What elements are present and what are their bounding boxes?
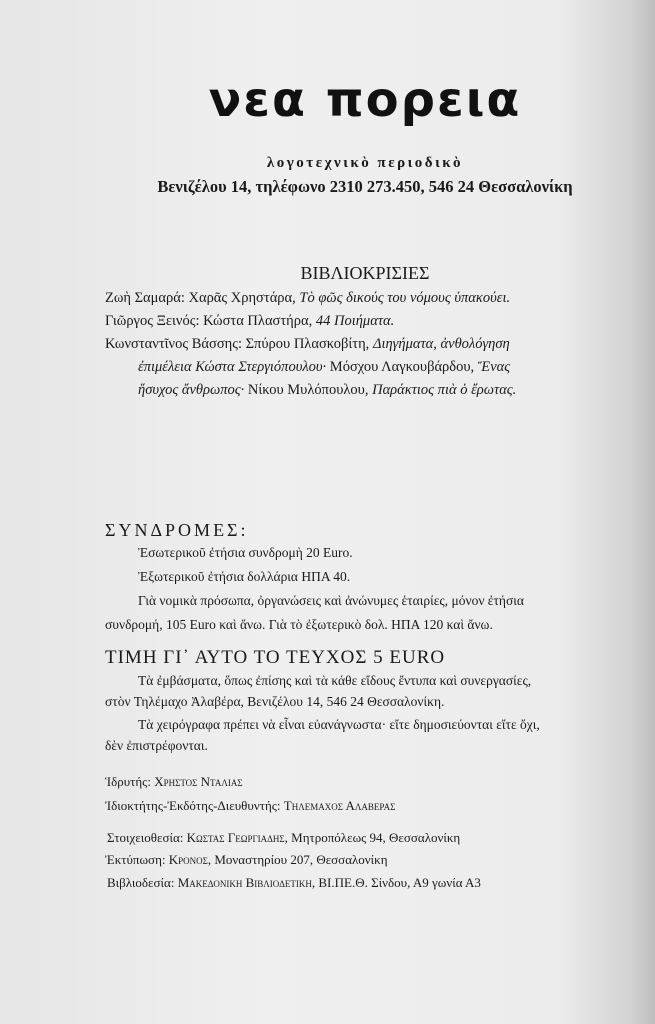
founder-line bbox=[105, 773, 243, 791]
review-book-title: ἥσυχος ἄνθρωπος· bbox=[138, 382, 245, 398]
review-author: Γιῶργος Ξεινός: Κώστα Πλαστήρα, bbox=[105, 313, 316, 329]
review-author: Νίκου Μυλόπουλου, bbox=[244, 382, 373, 398]
manuscripts-text: Τὰ χειρόγραφα πρέπει νὰ εἶναι εὐανάγνωστα· εἴτε δημοσιεύονται εἴτε ὄχι, bbox=[138, 717, 540, 732]
printing-line bbox=[105, 851, 388, 869]
review-line bbox=[105, 312, 394, 330]
manuscripts-text-cont: δὲν ἐπιστρέφονται. bbox=[105, 738, 208, 753]
review-line bbox=[105, 335, 510, 353]
review-book-title: 44 Ποιήματα. bbox=[315, 313, 395, 329]
typesetter-address: , Μητροπόλεως 94, Θεσσαλονίκη bbox=[284, 830, 461, 845]
review-author: Κωνσταντῖνος Βάσσης: Σπύρου Πλασκοβίτη, bbox=[105, 336, 373, 352]
review-line bbox=[138, 358, 510, 376]
subscription-abroad: Ἐξωτερικοῦ ἐτήσια δολλάρια ΗΠΑ 40. bbox=[138, 569, 351, 584]
review-book-title: Διηγήματα, ἀνθολόγηση bbox=[372, 336, 510, 352]
binding-line bbox=[107, 874, 481, 892]
subscriptions-title: ΣΥΝΔΡΟΜΕΣ: bbox=[105, 520, 249, 540]
review-book-title: Τὸ φῶς δικούς του νόμους ὑπακούει. bbox=[299, 290, 511, 306]
review-author: Ζωὴ Σαμαρά: Χαρᾶς Χρηστάρα, bbox=[105, 290, 300, 306]
binding-label: Βιβλιοδεσία: bbox=[107, 875, 178, 890]
owner-line bbox=[105, 797, 395, 815]
review-line bbox=[105, 289, 510, 307]
issue-price-title: ΤΙΜΗ ΓΙ᾽ ΑΥΤΟ ΤΟ ΤΕΥΧΟΣ 5 EURO bbox=[105, 647, 446, 668]
binder-address: , ΒΙ.ΠΕ.Θ. Σίνδου, Α9 γωνία Α3 bbox=[311, 875, 481, 890]
typesetting-line bbox=[107, 829, 460, 847]
review-editor: ἐπιμέλεια Κώστα Στεργιόπουλου· bbox=[138, 359, 327, 375]
magazine-logo: νεα πορεια bbox=[208, 72, 522, 128]
binder-name: Μακεδονικη Βιβλιοδετικη bbox=[177, 875, 312, 890]
owner-name: Τηλεμαχος Αλαβερας bbox=[283, 798, 396, 813]
subscription-organizations: Γιὰ νομικὰ πρόσωπα, ὀργανώσεις καὶ ἀνώνυμες ἑταιρίες, μόνον ἐτήσια bbox=[138, 593, 524, 608]
reviews-title: ΒΙΒΛΙΟΚΡΙΣΙΕΣ bbox=[300, 263, 430, 283]
review-line bbox=[138, 381, 516, 399]
founder-name: Χρηστος Νταλιας bbox=[154, 774, 243, 789]
typesetting-label: Στοιχειοθεσία: bbox=[107, 830, 187, 845]
magazine-subtitle: λογοτεχνικὸ περιοδικὸ bbox=[266, 155, 464, 171]
founder-label: Ἱδρυτής: bbox=[105, 774, 155, 789]
typesetter-name: Κωστας Γεωργιαδης bbox=[186, 830, 285, 845]
printer-name: Κρονος bbox=[168, 852, 208, 867]
subscription-domestic: Ἐσωτερικοῦ ἐτήσια συνδρομὴ 20 Euro. bbox=[138, 545, 353, 560]
owner-label: Ἰδιοκτήτης-Ἐκδότης-Διευθυντής: bbox=[105, 798, 284, 813]
subscription-organizations-cont: συνδρομή, 105 Euro καὶ ἄνω. Γιὰ τὸ ἐξωτερικὸ δολ. ΗΠΑ 120 καὶ ἄνω. bbox=[105, 617, 493, 632]
magazine-address: Βενιζέλου 14, τηλέφωνο 2310 273.450, 546 24 Θεσσαλονίκη bbox=[157, 177, 573, 196]
remittance-text-cont: στὸν Τηλέμαχο Ἀλαβέρα, Βενιζέλου 14, 546 24 Θεσσαλονίκη. bbox=[105, 694, 445, 709]
review-book-title: Ἕνας bbox=[477, 359, 511, 375]
printer-address: , Μοναστηρίου 207, Θεσσαλονίκη bbox=[207, 852, 388, 867]
review-author: Μόσχου Λαγκουβάρδου, bbox=[326, 359, 478, 375]
printing-label: Ἐκτύπωση: bbox=[105, 852, 169, 867]
review-book-title: Παράκτιος πιὰ ὁ ἔρωτας. bbox=[372, 382, 517, 398]
remittance-text: Τὰ ἐμβάσματα, ὅπως ἐπίσης καὶ τὰ κάθε εἴδους ἔντυπα καὶ συνεργασίες, bbox=[138, 673, 532, 688]
